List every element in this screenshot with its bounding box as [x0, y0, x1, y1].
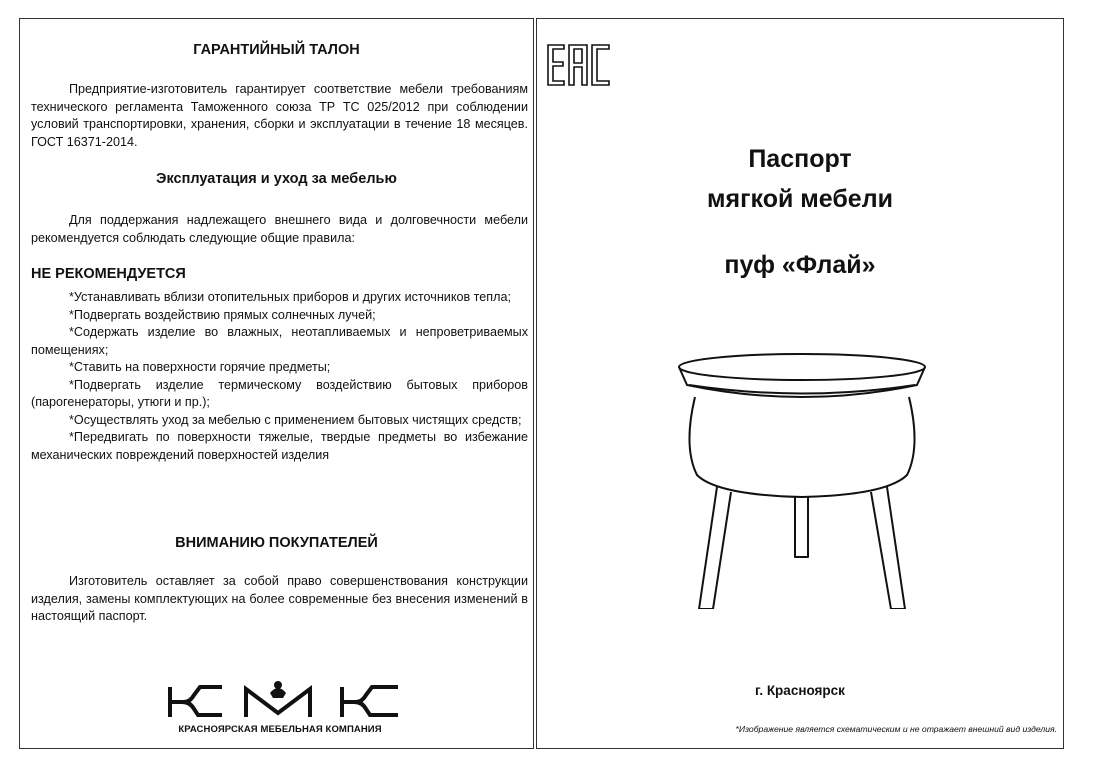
list-item: *Ставить на поверхности горячие предметы;: [69, 360, 331, 374]
pouf-illustration: [667, 347, 937, 609]
warranty-panel: [19, 18, 534, 749]
care-title: Эксплуатация и уход за мебелью: [156, 171, 397, 187]
city: г. Красноярск: [755, 683, 845, 698]
list-item: *Устанавливать вблизи отопительных приборов и других источников тепла;: [69, 290, 511, 304]
kmk-logo-mark: [160, 679, 400, 717]
list-item: *Подвергать воздействию прямых солнечных лучей;: [69, 307, 376, 322]
eac-mark-icon: [546, 43, 612, 87]
list-item: *Содержать изделие во влажных, неотапливаемых и непроветриваемых помещениях;: [31, 325, 528, 357]
care-text: Для поддержания надлежащего внешнего вида и долговечности мебели рекомендуется соблюдать следующие общие правила:: [31, 213, 528, 245]
company-logo: [160, 679, 400, 739]
product-name: пуф «Флай»: [724, 251, 876, 279]
passport-cover-panel: [536, 18, 1064, 749]
warranty-title: ГАРАНТИЙНЫЙ ТАЛОН: [193, 42, 360, 58]
buyers-title: ВНИМАНИЮ ПОКУПАТЕЛЕЙ: [175, 535, 378, 551]
not-recommended-list: [31, 289, 528, 464]
list-item: *Передвигать по поверхности тяжелые, твердые предметы во избежание механических повреждений поверхностей изделия: [31, 430, 528, 462]
passport-title-line2: мягкой мебели: [707, 185, 893, 213]
buyers-text: Изготовитель оставляет за собой право совершенствования конструкции изделия, замены комплектующих на более современные без внесения изменений в настоящий паспорт.: [31, 574, 528, 623]
passport-title-line1: Паспорт: [748, 145, 852, 173]
image-disclaimer: *Изображение является схематическим и не отражает внешний вид изделия.: [735, 724, 1057, 734]
list-item: *Осуществлять уход за мебелью с применением бытовых чистящих средств;: [69, 412, 522, 427]
logo-caption: КРАСНОЯРСКАЯ МЕБЕЛЬНАЯ КОМПАНИЯ: [178, 724, 382, 735]
not-recommended-title: НЕ РЕКОМЕНДУЕТСЯ: [31, 266, 186, 282]
warranty-text: Предприятие-изготовитель гарантирует соответствие мебели требованиям технического регламента Таможенного союза ТР ТС 025/2012 при соблюдении условий транспортировки, хранения, сборки и эксплуатации в течение 18 месяцев. ГОСТ 16371-2014.: [31, 82, 528, 149]
list-item: *Подвергать изделие термическому воздействию бытовых приборов (парогенераторы, утюги и пр.);: [31, 377, 528, 409]
